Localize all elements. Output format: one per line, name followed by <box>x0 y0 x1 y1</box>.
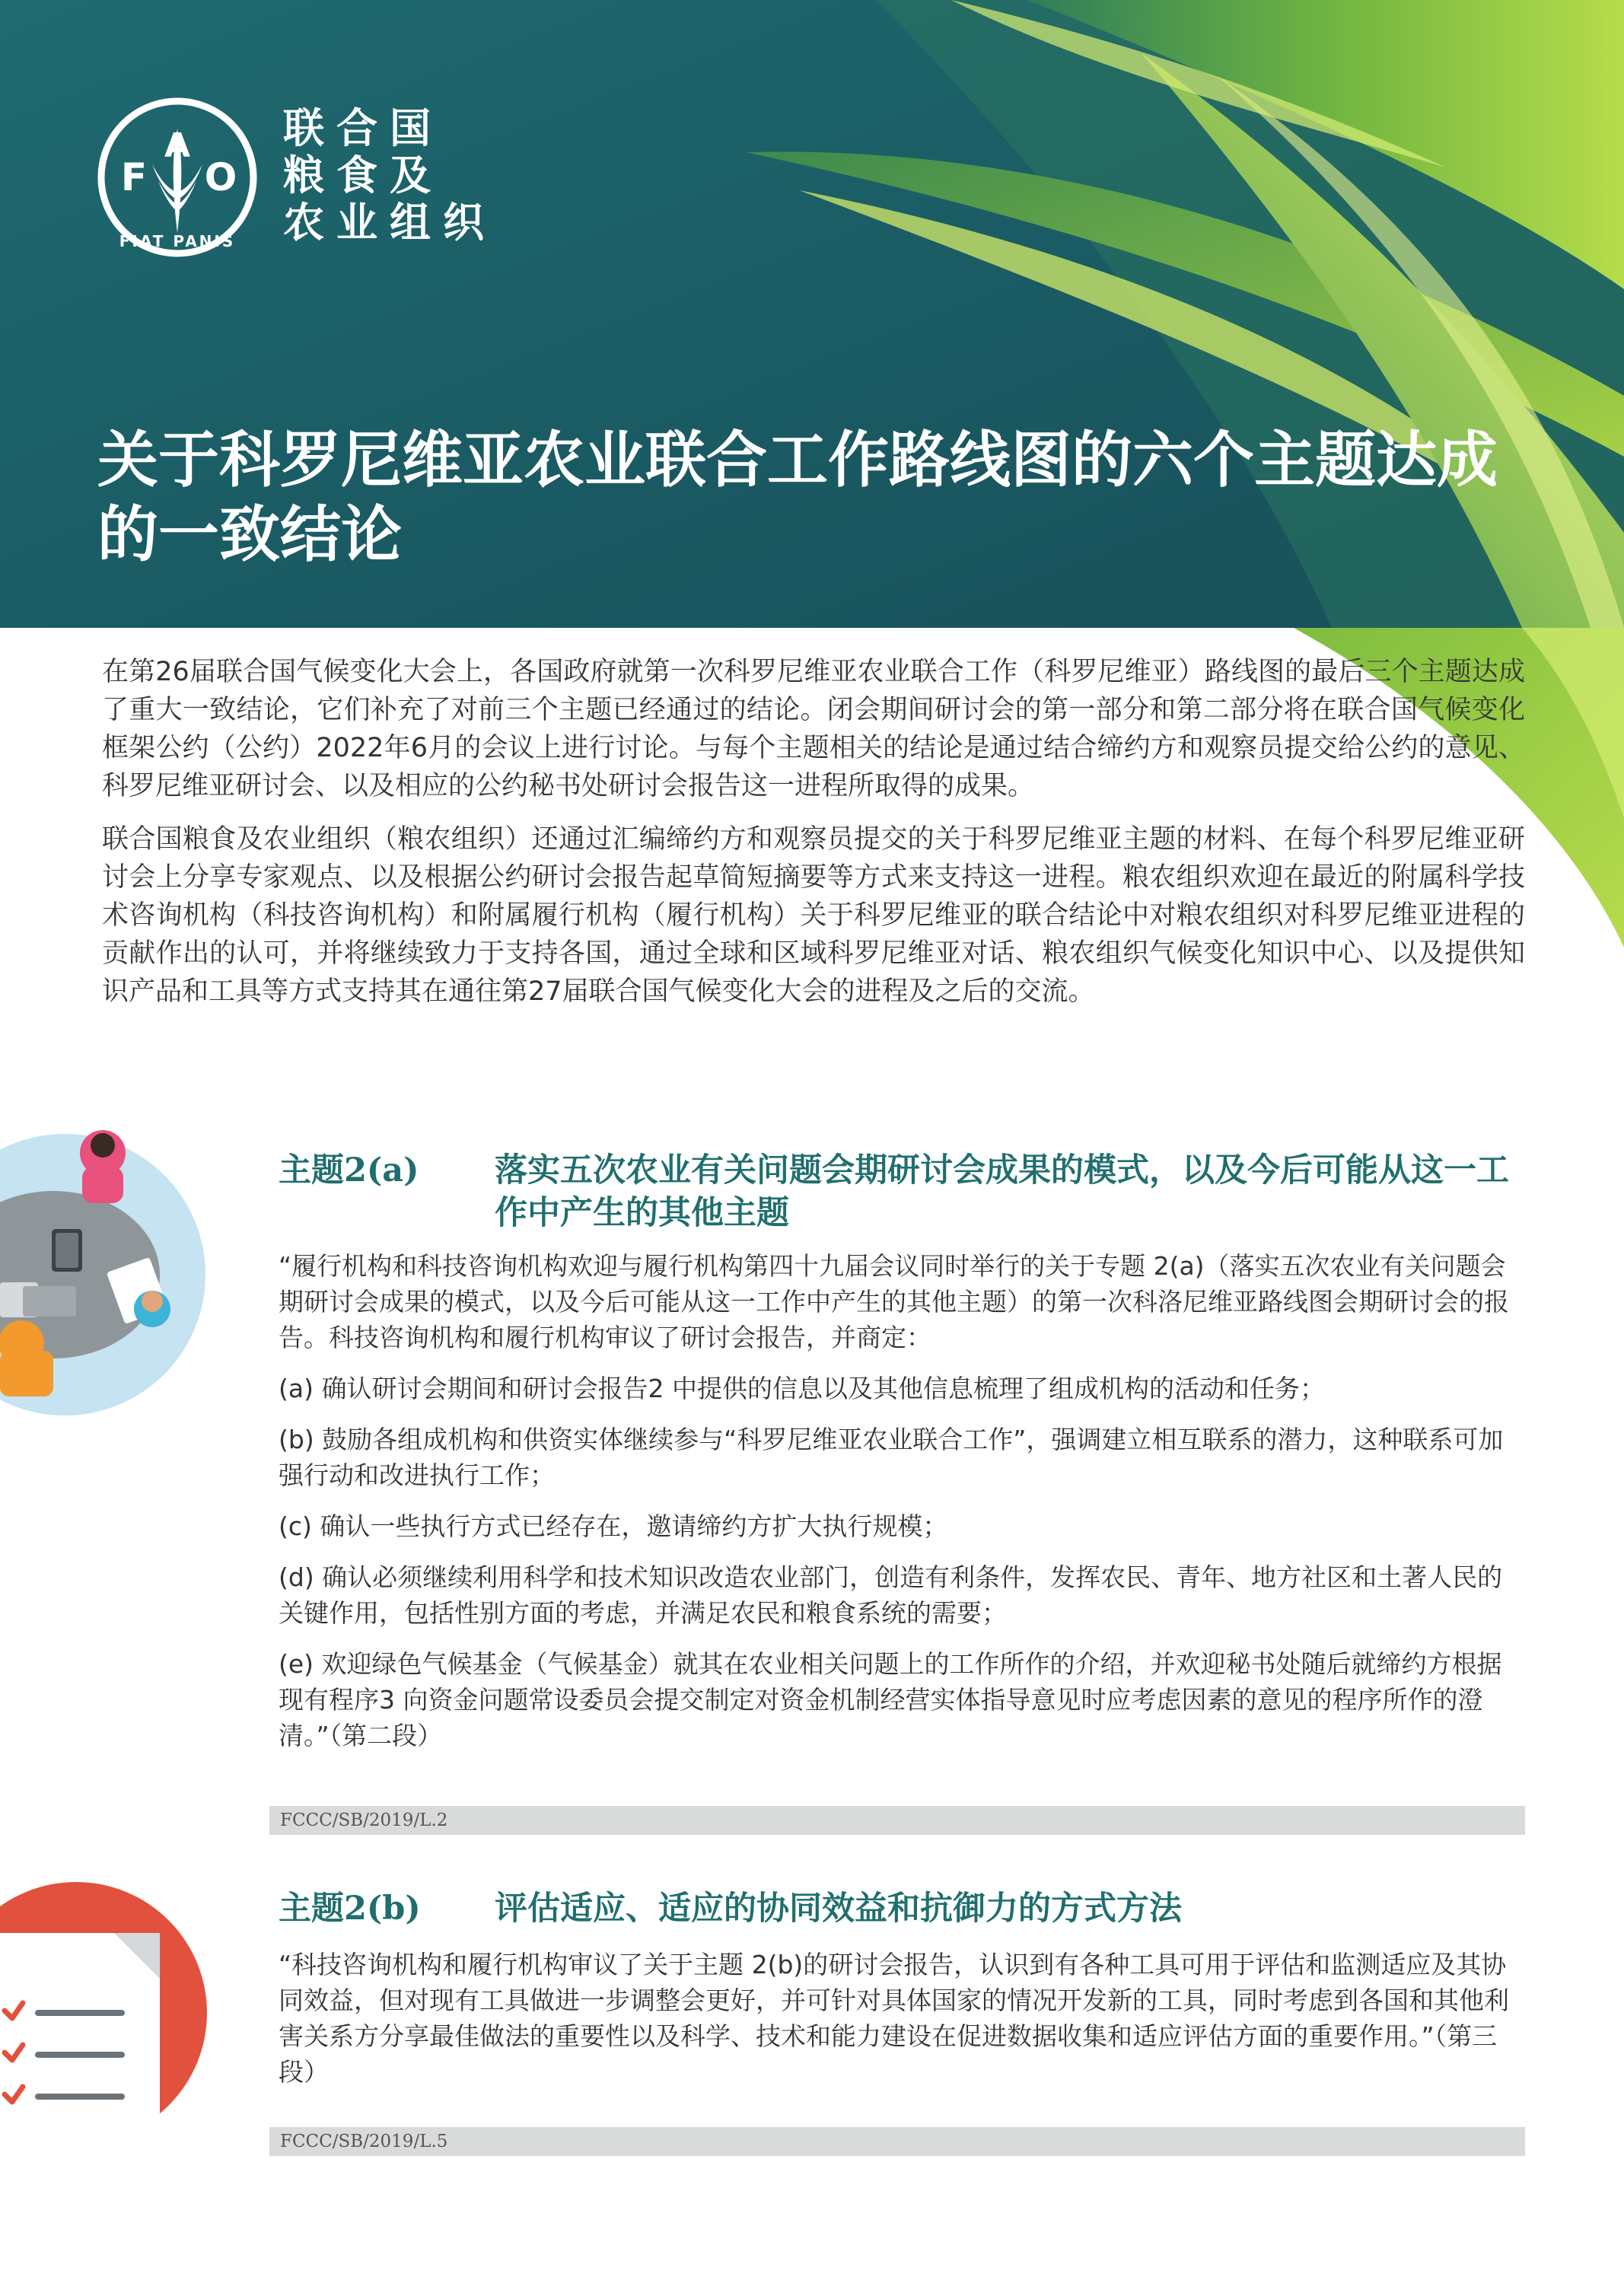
org-name-line-1: 联合国 <box>283 104 443 152</box>
theme-2b-code: 主题2(b) <box>279 1890 421 1928</box>
header-banner <box>0 0 1624 628</box>
theme-2a-body <box>279 1248 1525 1769</box>
theme-2a-item-c: (c) 确认一些执行方式已经存在，邀请缔约方扩大执行规模； <box>279 1511 948 1541</box>
page-title: 关于科罗尼维亚农业联合工作路线图的六个主题达成的一致结论 <box>97 424 1498 570</box>
checklist-illustration <box>0 1880 213 2169</box>
theme-2b-title: 评估适应、适应的协同效益和抗御力的方式方法 <box>495 1890 1182 1928</box>
logo-letter-a: A <box>164 126 191 165</box>
theme-2a-item-b: (b) 鼓励各组成机构和供资实体继续参与“科罗尼维亚农业联合工作”，强调建立相互联系的潜力，这种联系可加强行动和改进执行工作； <box>279 1425 1504 1490</box>
theme-2a-title: 落实五次农业有关问题会期研讨会成果的模式，以及今后可能从这一工作中产生的其他主题 <box>495 1151 1509 1232</box>
theme-2a-item-e: (e) 欢迎绿色气候基金（气候基金）就其在农业相关问题上的工作所作的介绍，并欢迎秘书处随后就缔约方根据现有程序3 向资金问题常设委员会提交制定对资金机制经营实体指导意见时应考虑因素的意见的程序所作的澄清。”（第二段） <box>279 1649 1502 1750</box>
organization-name <box>283 105 496 247</box>
theme-2a-heading <box>279 1149 1527 1234</box>
theme-2b-reference: FCCC/SB/2019/L.5 <box>269 2127 1525 2156</box>
theme-2b-heading <box>279 1887 1527 1930</box>
org-name-line-3: 农业组织 <box>283 199 496 247</box>
theme-2b-body <box>279 1947 1525 2105</box>
logo-letter-o: O <box>204 155 237 199</box>
intro-paragraph-1: 在第26届联合国气候变化大会上，各国政府就第一次科罗尼维亚农业联合工作（科罗尼维亚）路线图的最后三个主题达成了重大一致结论，它们补充了对前三个主题已经通过的结论。闭会期间研讨会的第一部分和第二部分将在联合国气候变化框架公约（公约）2022年6月的会议上进行讨论。与每个主题相关的结论是通过结合缔约方和观察员提交给公约的意见、科罗尼维亚研讨会、以及相应的公约秘书处研讨会报告这一进程所取得的成果。 <box>102 657 1525 801</box>
meeting-illustration <box>0 1130 213 1419</box>
logo-letter-f: F <box>120 155 148 199</box>
intro-paragraph-2: 联合国粮食及农业组织（粮农组织）还通过汇编缔约方和观察员提交的关于科罗尼维亚主题的材料、在每个科罗尼维亚研讨会上分享专家观点、以及根据公约研讨会报告起草简短摘要等方式来支持这一进程。粮农组织欢迎在最近的附属科学技术咨询机构（科技咨询机构）和附属履行机构（履行机构）关于科罗尼维亚的联合结论中对粮农组织对科罗尼维亚进程的贡献作出的认可，并将继续致力于支持各国，通过全球和区域科罗尼维亚对话、粮农组织气候变化知识中心、以及提供知识产品和工具等方式支持其在通往第27届联合国气候变化大会的进程及之后的交流。 <box>102 824 1525 1007</box>
org-name-line-2: 粮食及 <box>283 151 443 199</box>
theme-2a-reference: FCCC/SB/2019/L.2 <box>269 1806 1525 1835</box>
theme-2b-paragraph: “科技咨询机构和履行机构审议了关于主题 2(b)的研讨会报告，认识到有各种工具可用于评估和监测适应及其协同效益，但对现有工具做进一步调整会更好，并可针对具体国家的情况开发新的工具，同时考虑到各国和其他利害关系方分享最佳做法的重要性以及科学、技术和能力建设在促进数据收集和适应评估方面的重要作用。”（第三段） <box>279 1950 1509 2087</box>
theme-2a-item-a: (a) 确认研讨会期间和研讨会报告2 中提供的信息以及其他信息梳理了组成机构的活动和任务； <box>279 1374 1325 1403</box>
theme-2a-code: 主题2(a) <box>279 1151 419 1189</box>
theme-2a-paragraph: “履行机构和科技咨询机构欢迎与履行机构第四十九届会议同时举行的关于专题 2(a)（落实五次农业有关问题会期研讨会成果的模式，以及今后可能从这一工作中产生的其他主题）的第一次科洛尼维亚路线图会期研讨会的报告。科技咨询机构和履行机构审议了研讨会报告，并商定： <box>279 1251 1509 1352</box>
intro-section <box>102 653 1525 1026</box>
theme-2a-item-d: (d) 确认必须继续利用科学和技术知识改造农业部门，创造有利条件，发挥农民、青年、地方社区和土著人民的关键作用，包括性别方面的考虑，并满足农民和粮食系统的需要； <box>279 1562 1503 1628</box>
logo-motto: FIAT PANIS <box>119 232 236 250</box>
fao-logo <box>97 97 257 257</box>
